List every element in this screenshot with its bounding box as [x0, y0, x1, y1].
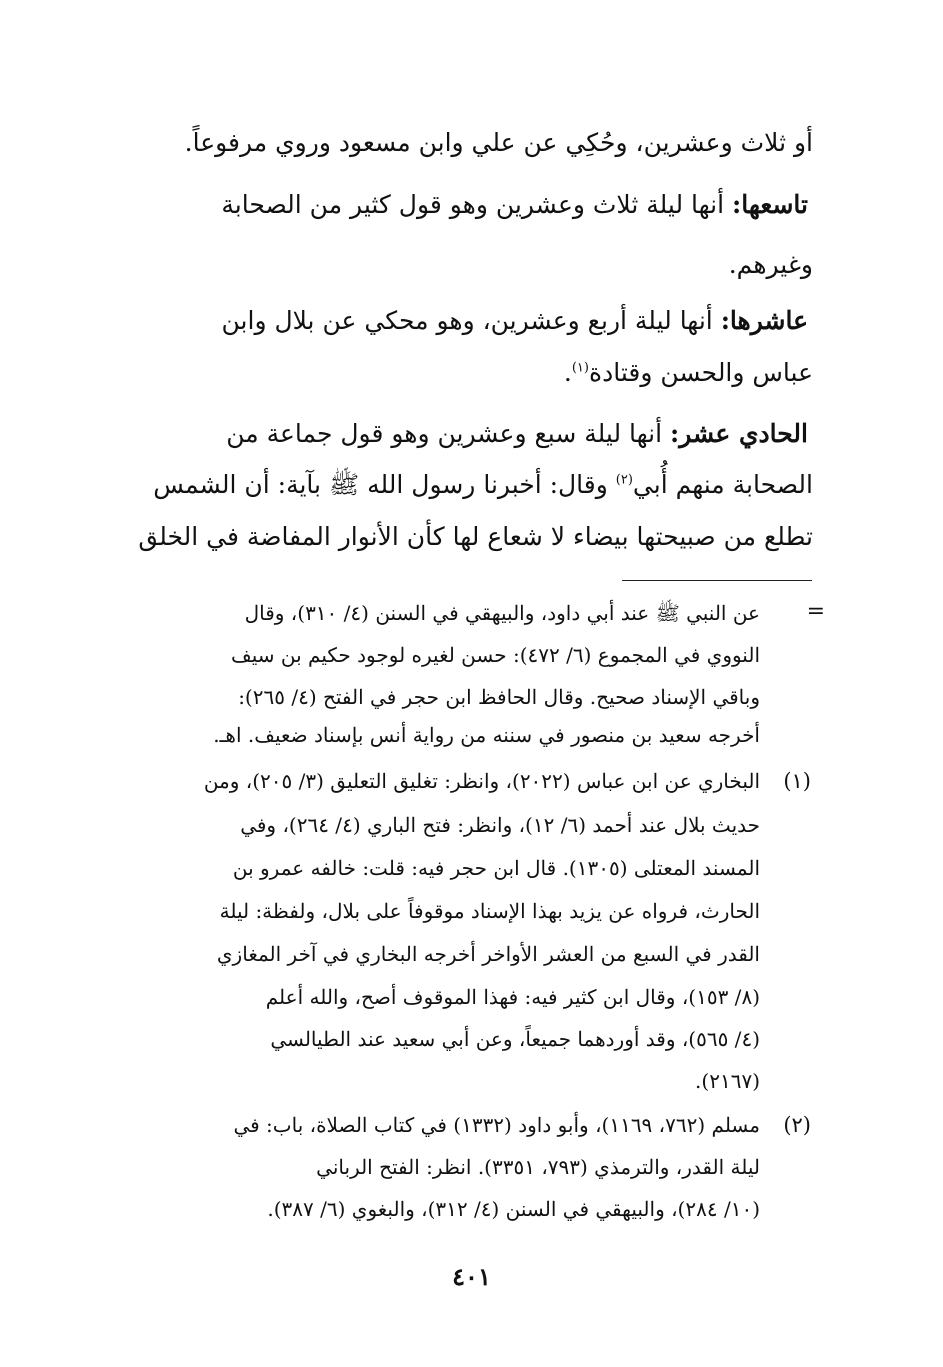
footnote-1-line: حديث بلال عند أحمد (٦/ ١٢)، وانظر: فتح الباري (٤/ ٢٦٤)، وفي: [240, 813, 760, 837]
section-heading-eleventh: الحادي عشر:: [670, 419, 808, 448]
footnote-separator: [622, 580, 812, 581]
footnote-ref-2[interactable]: (٢): [615, 472, 633, 488]
footnote-1-line: (٤/ ٥٦٥)، وقد أوردهما جميعاً، وعن أبي سعيد عند الطيالسي: [270, 1027, 760, 1051]
main-line-6: الحادي عشر: أنها ليلة سبع وعشرين وهو قول جماعة من: [226, 419, 808, 448]
section-heading-tenth: عاشرها:: [720, 306, 808, 335]
page-number: ٤٠١: [452, 1262, 491, 1291]
footnote-1-line: المسند المعتلى (١٣٠٥). قال ابن حجر فيه: قلت: خالفه عمرو بن: [232, 856, 760, 880]
main-line-4: عاشرها: أنها ليلة أربع وعشرين، وهو محكي عن بلال وابن: [221, 306, 808, 335]
footnote-continuation-line: عن النبي ﷺ عند أبي داود، والبيهقي في السنن (٤/ ٣١٠)، وقال: [244, 601, 760, 625]
footnote-number-2: (٢): [783, 1113, 811, 1137]
footnote-1-line: الحارث، فرواه عن يزيد بهذا الإسناد موقوفاً على بلال، ولفظة: ليلة: [219, 899, 760, 923]
footnote-ref-1[interactable]: (١): [571, 360, 589, 376]
footnote-2-line: ليلة القدر، والترمذي (٧٩٣، ٣٣٥١). انظر: الفتح الرباني: [316, 1155, 760, 1179]
footnote-1-line: القدر في السبع من العشر الأواخر أخرجه البخاري في آخر المغازي: [216, 942, 760, 966]
main-line-5: عباس والحسن وقتادة$^{(١)}$.: [563, 358, 813, 387]
main-line-3: وغيرهم.: [728, 250, 813, 279]
footnote-1-line: (٨/ ١٥٣)، وقال ابن كثير فيه: فهذا الموقوف أصح، والله أعلم: [265, 985, 760, 1009]
main-line-1: أو ثلاث وعشرين، وحُكِي عن علي وابن مسعود وروي مرفوعاً.: [184, 128, 813, 157]
footnote-continuation-line: أخرجه سعيد بن منصور في سننه من رواية أنس بإسناد ضعيف. اهـ.: [213, 723, 760, 747]
main-line-2: تاسعها: أنها ليلة ثلاث وعشرين وهو قول كثير من الصحابة: [221, 190, 808, 219]
main-line-8: تطلع من صبيحتها بيضاء لا شعاع لها كأن الأنوار المفاضة في الخلق: [138, 522, 813, 551]
main-line-7: الصحابة منهم أُبي$^{(٢)}$ وقال: أخبرنا رسول الله ﷺ بآية: أن الشمس: [153, 470, 813, 499]
section-heading-ninth: تاسعها:: [732, 190, 808, 219]
continuation-mark: =: [806, 599, 825, 624]
footnote-1-line: (٢١٦٧).: [695, 1069, 760, 1093]
footnote-number-1: (١): [783, 769, 811, 793]
footnote-2-line: (١٠/ ٢٨٤)، والبيهقي في السنن (٤/ ٣١٢)، والبغوي (٦/ ٣٨٧).: [267, 1197, 760, 1221]
footnote-continuation-line: وباقي الإسناد صحيح. وقال الحافظ ابن حجر في الفتح (٤/ ٢٦٥):: [238, 685, 760, 709]
footnote-continuation-line: النووي في المجموع (٦/ ٤٧٢): حسن لغيره لوجود حكيم بن سيف: [231, 643, 760, 667]
footnote-1-line: البخاري عن ابن عباس (٢٠٢٢)، وانظر: تغليق التعليق (٣/ ٢٠٥)، ومن: [203, 769, 760, 793]
footnote-2-line: مسلم (٧٦٢، ١١٦٩)، وأبو داود (١٣٣٢) في كتاب الصلاة، باب: في: [233, 1113, 760, 1137]
